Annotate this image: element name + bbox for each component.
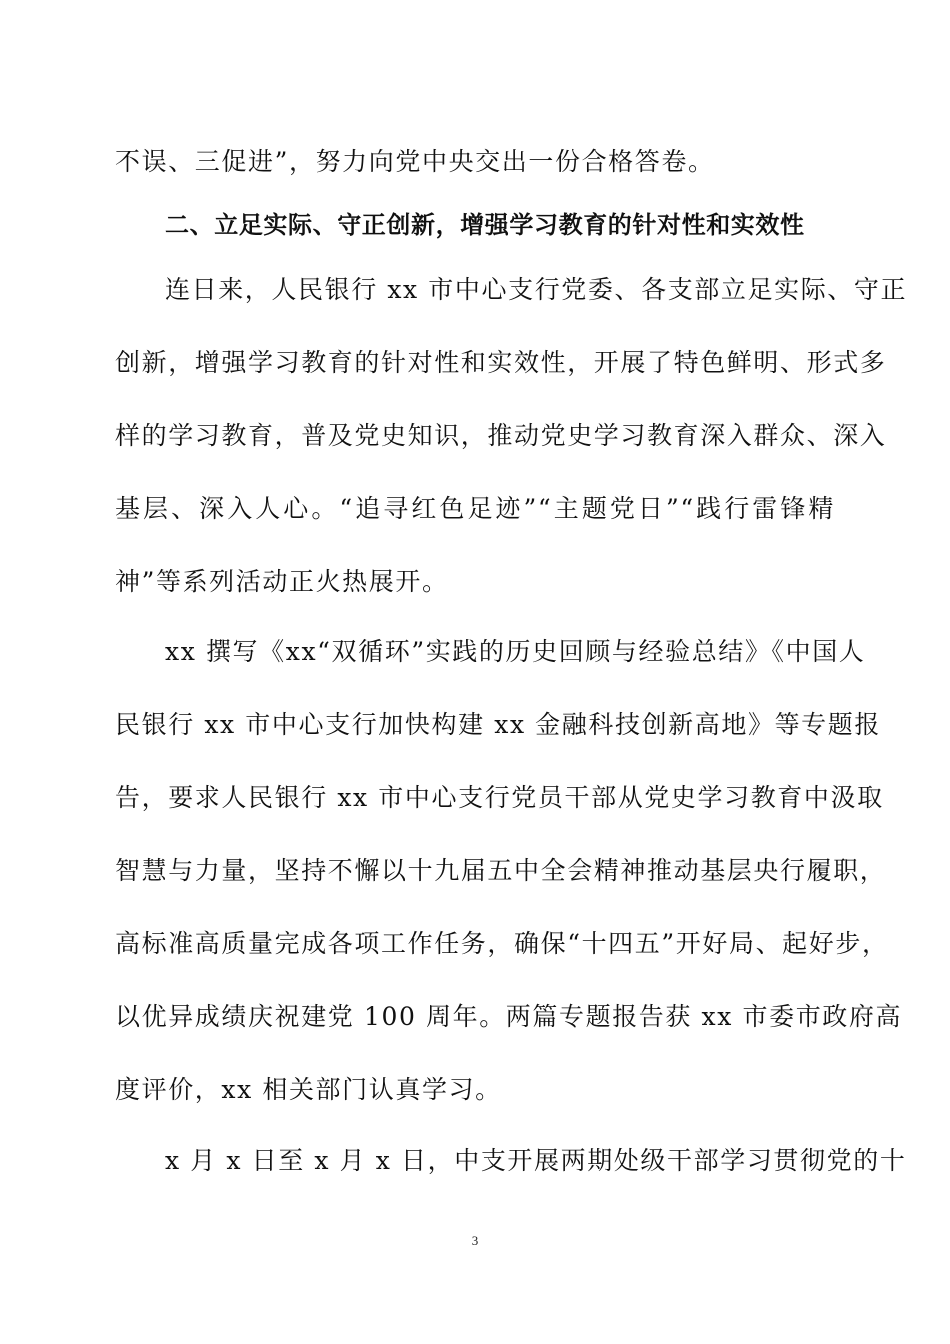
paragraph-line: 民银行 xx 市中心支行加快构建 xx 金融科技创新高地》等专题报: [115, 710, 881, 739]
paragraph-line: 度评价，xx 相关部门认真学习。: [115, 1075, 502, 1104]
paragraph-line: 智慧与力量，坚持不懈以十九届五中全会精神推动基层央行履职，: [115, 856, 887, 885]
paragraph-line: 告，要求人民银行 xx 市中心支行党员干部从党史学习教育中汲取: [115, 783, 884, 812]
paragraph-line: 基层、深入人心。“追寻红色足迹”“主题党日”“践行雷锋精: [115, 494, 835, 523]
paragraph-line: 连日来，人民银行 xx 市中心支行党委、各支部立足实际、守正: [165, 275, 908, 304]
paragraph-line: x 月 x 日至 x 月 x 日，中支开展两期处级干部学习贯彻党的十: [165, 1146, 907, 1175]
paragraph-line: 样的学习教育，普及党史知识，推动党史学习教育深入群众、深入: [115, 421, 887, 450]
page-number: 3: [471, 1233, 479, 1248]
section-heading: 二、立足实际、守正创新，增强学习教育的针对性和实效性: [165, 211, 805, 239]
paragraph-line: 以优异成绩庆祝建党 100 周年。两篇专题报告获 xx 市委市政府高: [115, 1002, 903, 1031]
paragraph-line: 神”等系列活动正火热展开。: [115, 567, 449, 596]
paragraph-line: 创新，增强学习教育的针对性和实效性，开展了特色鲜明、形式多: [115, 348, 887, 377]
paragraph-line: xx 撰写《xx“双循环”实践的历史回顾与经验总结》《中国人: [165, 637, 866, 666]
paragraph-line: 不误、三促进”，努力向党中央交出一份合格答卷。: [115, 147, 715, 176]
paragraph-line: 高标准高质量完成各项工作任务，确保“十四五”开好局、起好步，: [115, 929, 889, 958]
